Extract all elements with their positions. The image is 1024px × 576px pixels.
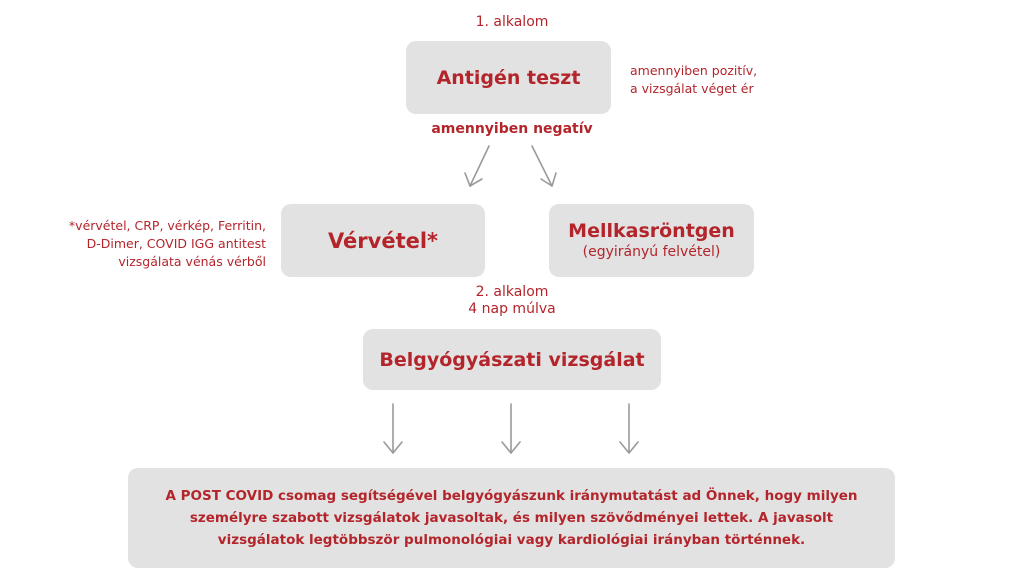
summary-line3: vizsgálatok legtöbbször pulmonológiai vagy kardiológiai irányban történnek.: [217, 532, 806, 548]
blood-footnote: [40, 217, 266, 271]
chest-xray-subtitle: (egyirányú felvétel): [582, 244, 721, 260]
positive-note-line1: amennyiben pozitív,: [630, 63, 758, 78]
step2-label-line2: 4 nap múlva: [468, 301, 556, 317]
step1-label: 1. alkalom: [475, 14, 549, 30]
chest-xray-title: Mellkasröntgen: [568, 220, 735, 242]
step2-label-line1: 2. alkalom: [475, 284, 549, 300]
blood-test-title: Vérvétel*: [327, 228, 439, 253]
arrow-down-left-icon: [384, 404, 402, 453]
chest-xray-box: [549, 204, 754, 277]
negative-label: amennyiben negatív: [431, 121, 593, 137]
arrow-down-right-icon: [620, 404, 638, 453]
antigen-test-title: Antigén teszt: [436, 66, 581, 89]
arrow-to-blood-icon: [465, 146, 489, 186]
blood-footnote-line3: vizsgálata vénás vérből: [118, 254, 266, 269]
arrow-down-center-icon: [502, 404, 520, 453]
blood-test-box: [281, 204, 485, 277]
blood-footnote-line1: *vérvétel, CRP, vérkép, Ferritin,: [68, 218, 266, 233]
blood-footnote-line2: D-Dimer, COVID IGG antitest: [86, 236, 266, 251]
step2-label: [440, 284, 584, 318]
positive-note-line2: a vizsgálat véget ér: [630, 81, 754, 96]
summary-line1: A POST COVID csomag segítségével belgyógyászunk iránymutatást ad Önnek, hogy milyen: [165, 488, 858, 504]
internal-medicine-box: [363, 329, 661, 390]
summary-box: [128, 468, 895, 568]
arrow-to-xray-icon: [532, 146, 556, 186]
internal-medicine-title: Belgyógyászati vizsgálat: [379, 348, 645, 371]
summary-line2: személyre szabott vizsgálatok javasoltak, és milyen szövődményei lettek. A javasolt: [189, 510, 834, 526]
